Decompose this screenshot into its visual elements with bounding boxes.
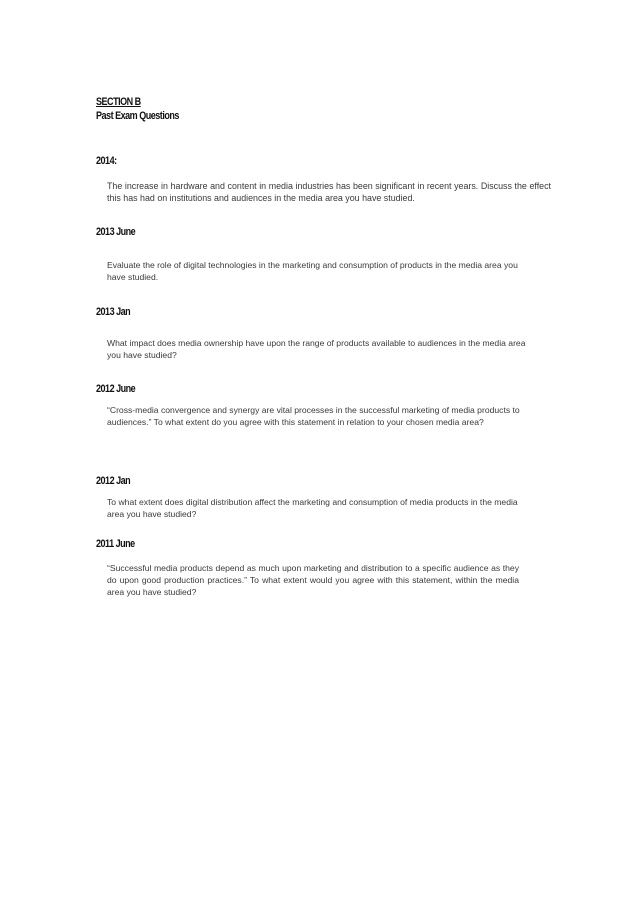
question-text-2012-june: “Cross-media convergence and synergy are vital processes in the successful marketing of media products to audiences.” To what extent do you agree with this statement in relation to your chosen media area? bbox=[107, 405, 520, 427]
question-text-2013-june: Evaluate the role of digital technologies in the marketing and consumption of products in the media area you have studied. bbox=[107, 260, 518, 282]
question-text-2012-jan: To what extent does digital distribution affect the marketing and consumption of media products in the media area you have studied? bbox=[107, 497, 518, 519]
question-label-2011-june: 2011 June bbox=[96, 538, 135, 550]
question-label-2012-june: 2012 June bbox=[96, 383, 136, 395]
question-label-2012-jan: 2012 Jan bbox=[96, 475, 131, 487]
question-label-2014: 2014: bbox=[96, 155, 117, 167]
question-text-2011-june: “Successful media products depend as much upon marketing and distribution to a specific audience as they do upon good production practices.” To what extent would you agree with this statement, within the media area you have studied? bbox=[107, 563, 519, 597]
section-title: SECTION B bbox=[96, 96, 141, 108]
question-label-2013-june: 2013 June bbox=[96, 226, 136, 238]
question-text-2014: The increase in hardware and content in media industries has been significant in recent years. Discuss the effect this has had on institutions and audiences in the media area you have studied. bbox=[107, 181, 551, 203]
section-subtitle: Past Exam Questions bbox=[96, 110, 179, 122]
question-text-2013-jan: What impact does media ownership have upon the range of products available to audiences in the media area you have studied? bbox=[107, 338, 526, 360]
question-label-2013-jan: 2013 Jan bbox=[96, 306, 131, 318]
